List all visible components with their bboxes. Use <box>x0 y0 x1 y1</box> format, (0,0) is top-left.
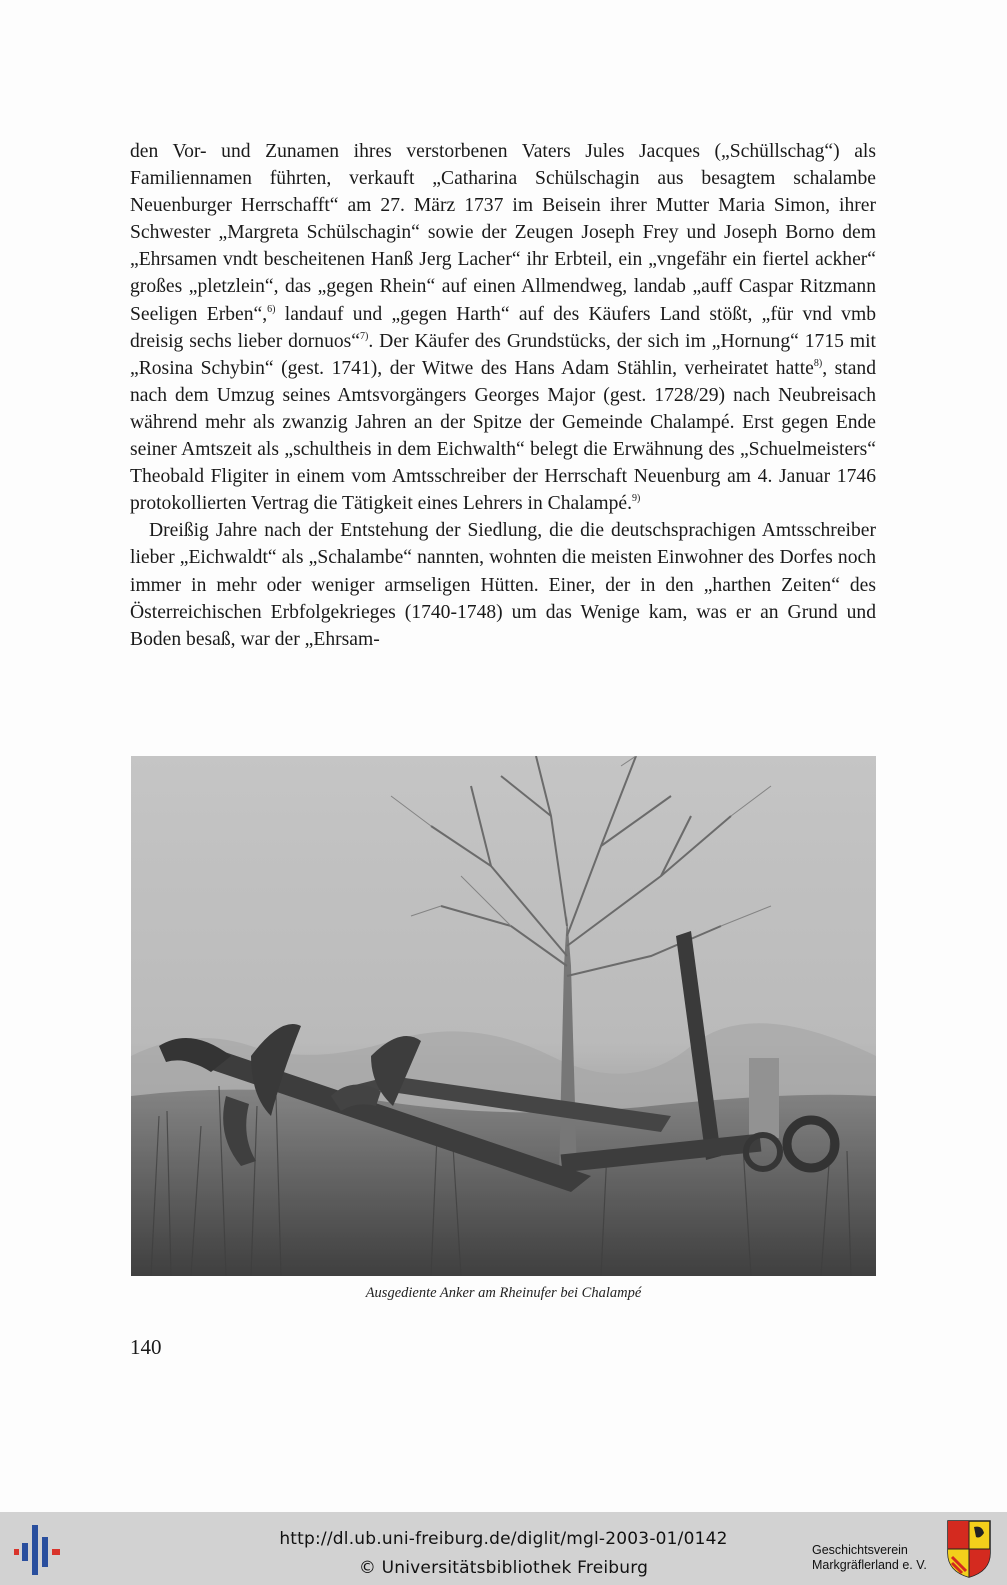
footnote-reference: 7) <box>360 330 369 342</box>
document-url-link[interactable]: http://dl.ub.uni-freiburg.de/diglit/mgl-2003-01/0142 <box>279 1529 728 1549</box>
paragraph-text: . Der Käufer des Grundstücks, der sich im „Hornung“ 1715 mit „Rosina Schybin“ (gest. 1741), der Witwe des Hans Adam Stählin, verheiratet hatte <box>130 330 876 379</box>
photo-anchors <box>131 756 876 1276</box>
body-paragraph <box>130 517 876 652</box>
footnote-reference: 9) <box>632 493 641 505</box>
paragraph-text: , stand nach dem Umzug seines Amtsvorgängers Georges Major (gest. 1728/29) nach Neubreisach während mehr als zwanzig Jahren an der Spitze der Gemeinde Chalampé. Erst gegen Ende seiner Amtszeit als „schultheis in dem Eichwalth“ belegt die Erwähnung des „Schuelmeisters“ Theobald Fligiter in einem vom Amtsschreiber der Herrschaft Neuenburg am 4. Januar 1746 protokollierten Vertrag die Tätigkeit eines Lehrers in Chalampé. <box>130 357 876 515</box>
society-name <box>812 1543 942 1573</box>
footnote-reference: 6) <box>267 303 276 315</box>
paragraph-text: landauf und „gegen Harth“ auf des Käufers Land stößt, „für vnd vmb dreisig sechs lieber dornuos“ <box>130 303 876 352</box>
paragraph-text: den Vor- und Zunamen ihres verstorbenen Vaters Jules Jacques („Schüllschag“) als Familiennamen führten, verkauft „Catharina Schülschagin aus besagtem schalambe Neuenburger Herrschafft“ am 27. März 1737 im Beisein ihrer Mutter Maria Simon, ihrer Schwester „Margreta Schülschagin“ sowie der Zeugen Joseph Frey und Joseph Borno dem „Ehrsamen vndt bescheitenen Hanß Jerg Lacher“ ihr Erbteil, ein „vngefähr ein fiertel ackher“ großes „pletzlein“, das „gegen Rhein“ auf einen Allmendweg, landab „auff Caspar Ritzmann Seeligen Erben“, <box>130 141 876 325</box>
figure-caption: Ausgediente Anker am Rheinufer bei Chalampé <box>365 1285 642 1301</box>
body-text <box>130 138 876 653</box>
footnote-reference: 8) <box>813 357 823 369</box>
society-crest-icon <box>946 1519 992 1579</box>
copyright-text: © Universitätsbibliothek Freiburg <box>358 1558 649 1578</box>
body-paragraph <box>130 138 876 517</box>
society-name-line1: Geschichtsverein <box>812 1543 908 1557</box>
page-number: 140 <box>130 1335 162 1359</box>
society-name-line2: Markgräflerland e. V. <box>812 1558 927 1572</box>
paragraph-text: Dreißig Jahre nach der Entstehung der Siedlung, die die deutschsprachigen Amtsschreiber lieber „Eichwaldt“ als „Schalambe“ nannten, wohnten die meisten Einwohner des Dorfes noch immer in mehr oder weniger armseligen Hütten. Einer, der in den „harthen Zeiten“ des Österreichischen Erbfolgekrieges (1740-1748) um das Wenige kam, was er an Grund und Boden besaß, war der „Ehrsam- <box>130 520 876 650</box>
